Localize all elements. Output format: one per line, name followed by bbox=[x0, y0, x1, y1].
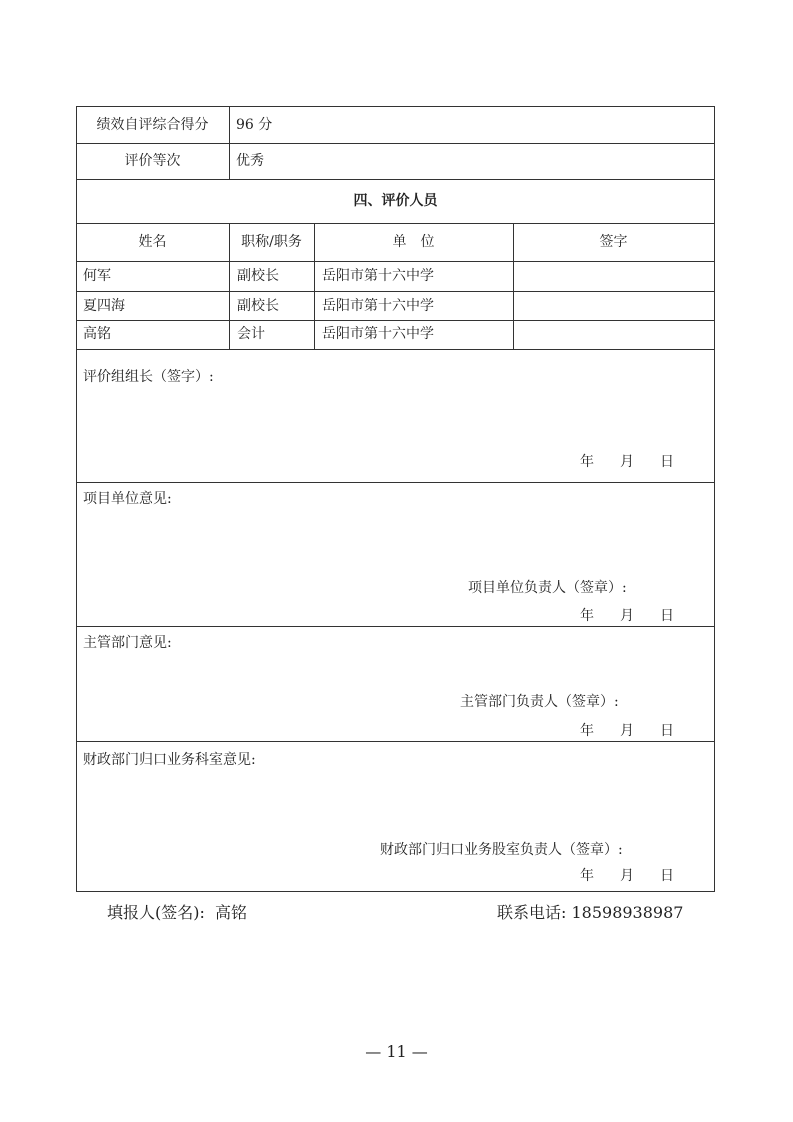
evaluator-unit: 岳阳市第十六中学 bbox=[322, 298, 434, 314]
row-divider bbox=[76, 179, 715, 180]
section-title: 四、评价人员 bbox=[353, 193, 438, 209]
filler-signature: 填报人(签名): 高铭 bbox=[107, 903, 248, 922]
date-year: 年 bbox=[580, 454, 594, 470]
row-divider bbox=[76, 261, 715, 262]
header-signature: 签字 bbox=[599, 234, 628, 250]
date-month: 月 bbox=[620, 608, 634, 624]
dept-sign: 主管部门负责人（签章）: bbox=[460, 694, 619, 710]
date-year: 年 bbox=[580, 723, 594, 739]
evaluator-unit: 岳阳市第十六中学 bbox=[322, 268, 434, 284]
col-divider bbox=[229, 106, 230, 179]
evaluator-name: 夏四海 bbox=[83, 298, 125, 314]
row-divider bbox=[76, 223, 715, 224]
grade-value: 优秀 bbox=[236, 153, 264, 169]
header-unit: 单 位 bbox=[392, 234, 435, 250]
date-year: 年 bbox=[580, 608, 594, 624]
table-border bbox=[76, 891, 715, 892]
dept-label: 主管部门意见: bbox=[83, 635, 172, 651]
table-border bbox=[76, 106, 77, 892]
contact-phone: 联系电话: 18598938987 bbox=[497, 903, 684, 922]
date-day: 日 bbox=[660, 608, 674, 624]
row-divider bbox=[76, 143, 715, 144]
date-day: 日 bbox=[660, 454, 674, 470]
header-name: 姓名 bbox=[138, 234, 167, 250]
row-divider bbox=[76, 349, 715, 350]
date-day: 日 bbox=[660, 723, 674, 739]
evaluator-name: 高铭 bbox=[83, 326, 111, 342]
date-month: 月 bbox=[620, 723, 634, 739]
table-border bbox=[714, 106, 715, 892]
evaluator-title: 副校长 bbox=[237, 268, 279, 284]
table-border bbox=[76, 106, 715, 107]
evaluator-title: 副校长 bbox=[237, 298, 279, 314]
evaluator-title: 会计 bbox=[237, 326, 265, 342]
evaluator-unit: 岳阳市第十六中学 bbox=[322, 326, 434, 342]
row-divider bbox=[76, 626, 715, 627]
score-label: 绩效自评综合得分 bbox=[96, 117, 209, 133]
project-unit-sign: 项目单位负责人（签章）: bbox=[468, 580, 627, 596]
row-divider bbox=[76, 482, 715, 483]
grade-label: 评价等次 bbox=[124, 153, 181, 169]
finance-sign: 财政部门归口业务股室负责人（签章）: bbox=[380, 842, 623, 858]
page-number: — 11 — bbox=[365, 1042, 428, 1061]
project-unit-label: 项目单位意见: bbox=[83, 491, 172, 507]
header-title: 职称/职务 bbox=[241, 234, 302, 250]
leader-label: 评价组组长（签字）: bbox=[83, 369, 214, 385]
date-month: 月 bbox=[620, 868, 634, 884]
score-value: 96 分 bbox=[236, 117, 273, 133]
finance-label: 财政部门归口业务科室意见: bbox=[83, 752, 256, 768]
row-divider bbox=[76, 291, 715, 292]
row-divider bbox=[76, 320, 715, 321]
date-month: 月 bbox=[620, 454, 634, 470]
date-day: 日 bbox=[660, 868, 674, 884]
evaluator-name: 何军 bbox=[83, 268, 111, 284]
date-year: 年 bbox=[580, 868, 594, 884]
row-divider bbox=[76, 741, 715, 742]
